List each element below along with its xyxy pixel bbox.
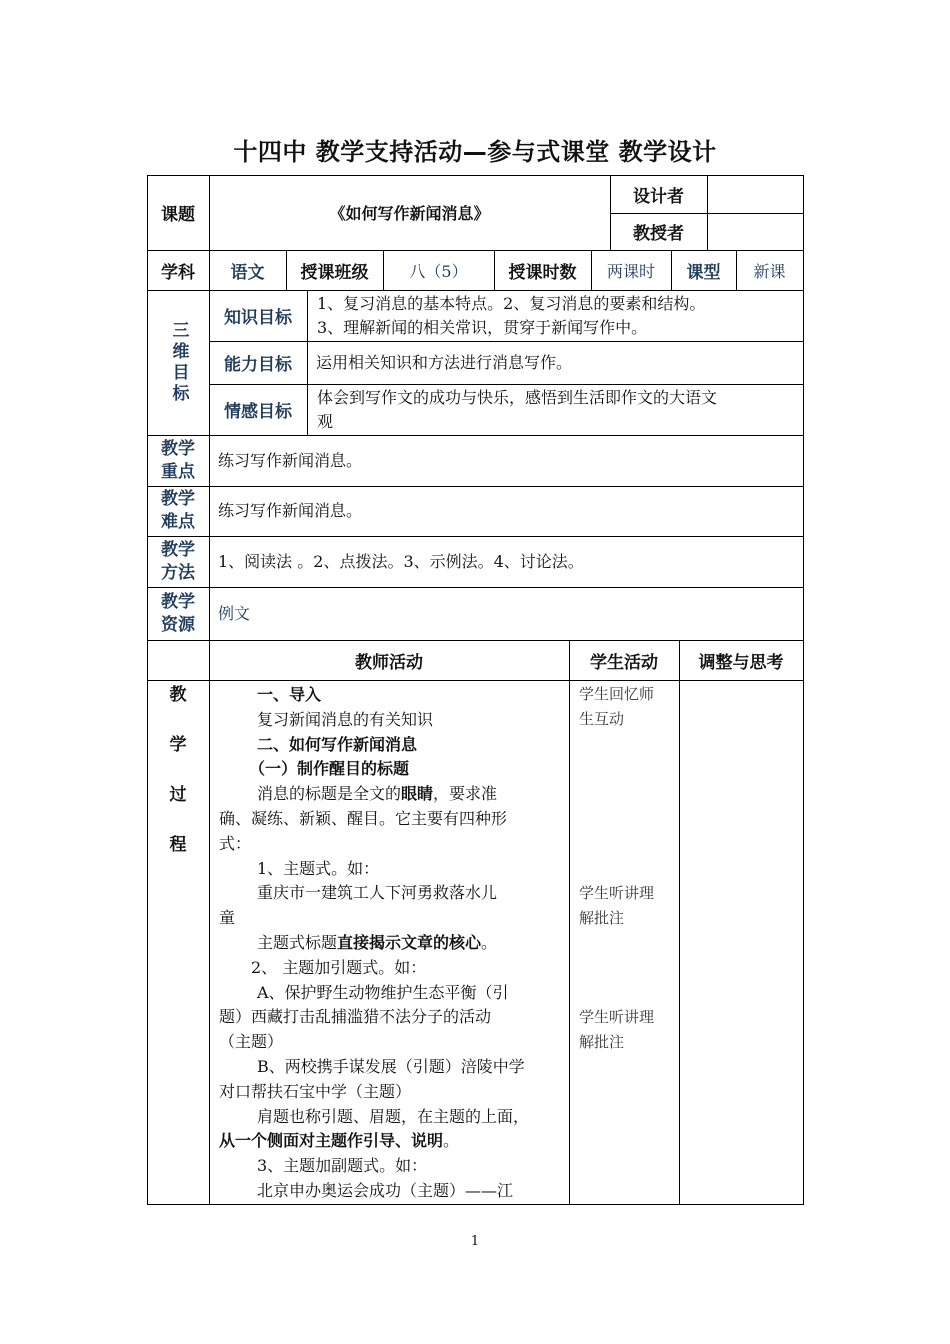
student-note: 解批注	[579, 1033, 625, 1051]
subsection-title: （一）制作醒目的标题	[249, 759, 410, 779]
process-line: 重庆市一建筑工人下河勇救落水儿	[257, 883, 498, 903]
method-label: 教学 方法	[161, 539, 195, 583]
section-intro: 一、导入	[257, 685, 322, 704]
page-number: 1	[470, 1234, 480, 1249]
process-line: B、两校携手谋发展（引题）涪陵中学	[257, 1057, 525, 1076]
process-line: 2、 主题加引题式。如：	[251, 957, 427, 977]
student-note: 学生听讲理	[579, 884, 655, 902]
type-label: 课型	[686, 262, 721, 283]
student-activity-header: 学生活动	[590, 652, 658, 673]
knowledge-value	[317, 292, 803, 340]
focus-value: 练习写作新闻消息。	[218, 450, 363, 470]
teacher-value	[707, 213, 803, 250]
class-label: 授课班级	[300, 262, 369, 283]
knowledge-line-2: 3、理解新闻的相关常识，贯穿于新闻写作中。	[317, 318, 648, 337]
process-line: 北京申办奥运会成功（主题）——江	[257, 1181, 514, 1200]
hours-value: 两课时	[606, 261, 655, 281]
process-line: A、保护野生动物维护生态平衡（引	[257, 982, 509, 1002]
teacher-activity-header: 教师活动	[355, 652, 423, 673]
ability-label: 能力目标	[224, 355, 292, 375]
resource-label: 教学 资源	[161, 591, 195, 635]
knowledge-line-1: 1、复习消息的基本特点。2、复习消息的要素和结构。	[317, 294, 706, 313]
student-note: 学生听讲理	[579, 1008, 655, 1026]
focus-label: 教学 重点	[161, 438, 195, 482]
emotion-value	[317, 386, 803, 434]
designer-value	[707, 175, 803, 213]
process-line: 确、凝练、新颖、醒目。它主要有四种形	[219, 809, 508, 828]
student-note: 解批注	[579, 909, 625, 927]
topic-label: 课题	[161, 205, 195, 225]
process-line: 1、主题式。如：	[257, 858, 380, 878]
process-line: 肩题也称引题、眉题，在主题的上面，	[257, 1106, 530, 1126]
process-line: 式：	[219, 833, 252, 853]
process-line: 从一个侧面对主题作引导、说明。	[219, 1131, 460, 1151]
process-line: （主题）	[219, 1032, 284, 1052]
difficulty-label: 教学 难点	[161, 489, 195, 532]
adjust-header: 调整与思考	[698, 652, 784, 673]
emotion-line-2: 观	[317, 412, 334, 431]
process-line: 消息的标题是全文的眼睛，要求准	[257, 784, 498, 804]
designer-label: 设计者	[633, 186, 684, 207]
hours-label: 授课时数	[508, 262, 577, 283]
student-note: 学生回忆师	[579, 685, 655, 703]
teacher-label: 教授者	[633, 224, 684, 244]
student-note: 生互动	[579, 710, 625, 728]
document-title: 十四中 教学支持活动—参与式课堂 教学设计	[233, 138, 717, 166]
class-value: 八（5）	[409, 261, 468, 281]
emotion-label: 情感目标	[224, 402, 292, 422]
process-line: 复习新闻消息的有关知识	[257, 709, 434, 729]
ability-value: 运用相关知识和方法进行消息写作。	[316, 352, 573, 372]
section-how-to-write: 二、如何写作新闻消息	[257, 734, 418, 754]
process-line: 题）西藏打击乱捕滥猎不法分子的活动	[219, 1007, 492, 1027]
difficulty-value: 练习写作新闻消息。	[218, 501, 363, 520]
emotion-line-1: 体会到写作文的成功与快乐，感悟到生活即作文的大语文	[317, 388, 718, 407]
process-label: 教 学 过 程	[169, 685, 187, 855]
process-line: 主题式标题直接揭示文章的核心。	[257, 933, 498, 952]
method-value: 1、阅读法 。2、点拨法。3、示例法。4、讨论法。	[218, 551, 584, 571]
topic-value: 《如何写作新闻消息》	[329, 204, 490, 223]
knowledge-label: 知识目标	[224, 308, 292, 328]
subject-label: 学科	[161, 262, 195, 283]
subject-value: 语文	[230, 262, 265, 283]
resource-value: 例文	[218, 603, 251, 623]
process-line: 童	[219, 908, 236, 928]
process-line: 对口帮扶石宝中学（主题）	[219, 1081, 412, 1101]
process-line: 3、主题加副题式。如：	[257, 1156, 428, 1176]
type-value: 新课	[753, 261, 786, 281]
goals-group-label: 三维目标	[168, 320, 189, 405]
